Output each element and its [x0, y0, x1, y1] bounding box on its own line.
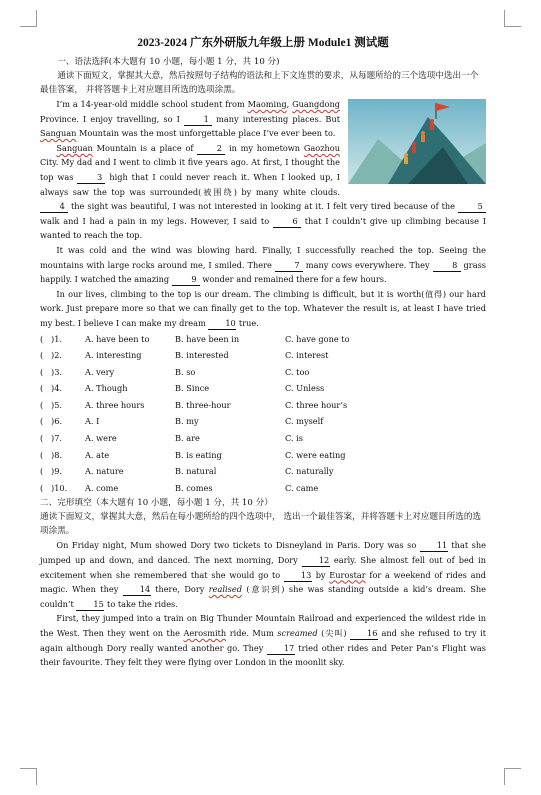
text: Mountain was the most unforgettable place I’ve ever been to. — [76, 128, 336, 139]
option-c: C. myself — [285, 416, 324, 427]
option-b: B. comes — [175, 482, 213, 493]
option-a: A. come — [85, 482, 119, 493]
section1-heading: 一、语法选择(本大题有 10 小题，每小题 1 分，共 10 分) — [57, 57, 280, 67]
option-row — [40, 331, 486, 348]
text: early. She almost fell out of bed in excitement when she remembered that she would go to — [40, 555, 486, 580]
option-b: B. Since — [175, 383, 210, 394]
blank-3: 3 — [77, 172, 105, 184]
question-number[interactable]: ( )2. — [40, 350, 63, 361]
text: many cows everywhere. They — [302, 259, 433, 270]
option-row — [40, 380, 486, 397]
blank-17: 17 — [267, 643, 295, 655]
option-b: B. natural — [175, 466, 217, 477]
document-page — [40, 34, 486, 670]
option-a: A. interesting — [85, 350, 142, 361]
section1-paragraph-4 — [40, 287, 486, 331]
blank-10: 10 — [208, 318, 236, 330]
section2-paragraph-2 — [40, 611, 486, 669]
option-c: C. came — [285, 482, 319, 493]
option-row — [40, 447, 486, 464]
option-a: A. have been to — [85, 333, 150, 344]
question-number[interactable]: ( )5. — [40, 399, 63, 410]
place-name: Sanguan — [56, 142, 93, 153]
text: that she jumped up and down, and danced. The next morning, Dory — [40, 540, 486, 566]
place-name: Gaozhou — [303, 142, 340, 153]
blank-6: 6 — [273, 216, 301, 228]
option-a: A. very — [85, 366, 115, 377]
text: in my hometown — [225, 142, 304, 153]
option-b: B. my — [175, 416, 199, 427]
option-a: A. nature — [85, 466, 124, 477]
blank-13: 13 — [284, 570, 312, 582]
blank-9: 9 — [172, 274, 200, 286]
crop-mark-bottom-right — [504, 768, 521, 785]
text: that I couldn’t give up climbing because I wanted to reach the top. — [40, 215, 487, 241]
option-a: A. I — [85, 416, 100, 427]
section2-heading: 二、完形填空（本大题有 10 小题，每小题 1 分，共 10 分） — [40, 498, 273, 509]
question-number[interactable]: ( )8. — [40, 449, 63, 460]
blank-16: 16 — [350, 628, 378, 640]
option-row — [40, 364, 486, 381]
question-number[interactable]: ( )7. — [40, 433, 63, 444]
text: On Friday night, Mum showed Dory two tickets to Disneyland in Paris. Dory was so — [56, 540, 420, 551]
text: the sight was beautiful, I was not interested in looking at it. I felt very tired because of the — [68, 201, 458, 212]
option-c: C. is — [285, 433, 303, 444]
text: (尖叫) — [317, 628, 351, 638]
option-a: A. were — [85, 433, 117, 444]
crop-mark-top-right — [504, 10, 521, 27]
blank-11: 11 — [420, 540, 448, 552]
blank-14: 14 — [123, 584, 151, 596]
text: I’m a 14-year-old middle school student from — [56, 99, 248, 109]
place-name: Sanguan — [40, 128, 77, 139]
option-b: B. three-hour — [175, 399, 231, 410]
text: Province. I enjoy travelling, so I — [40, 113, 184, 124]
section1-instructions: 通读下面短文，掌握其大意，然后按照句子结构的语法和上下文连贯的要求，从每题所给的三个选项中选出一个最佳答案， 并将答题卡上对应题目所选的选项涂黑。 — [40, 71, 479, 95]
text: many interesting places. But — [212, 113, 341, 124]
text: there, Dory — [150, 584, 209, 595]
place-name: Eurostar — [329, 569, 366, 580]
blank-15: 15 — [76, 599, 104, 611]
option-row — [40, 397, 486, 414]
text: wonder and remained there for a few hours. — [199, 274, 387, 285]
section2-paragraph-1 — [40, 538, 486, 611]
blank-1: 1 — [184, 114, 212, 126]
text: City. My dad and I went to climb it five years ago. At first, I thought the top was — [40, 157, 340, 182]
text: Mountain is a place of — [92, 142, 198, 153]
question-number[interactable]: ( )9. — [40, 466, 63, 477]
vocab-word: screamed — [277, 628, 318, 638]
option-b: B. are — [175, 433, 200, 444]
place-name: Guangdong — [292, 99, 340, 109]
place-name: Maoming — [247, 99, 287, 109]
text: by — [311, 569, 330, 580]
option-a: A. ate — [85, 449, 110, 460]
blank-5: 5 — [458, 201, 486, 213]
text: to take the rides. — [104, 598, 178, 609]
vocab-word: realised — [208, 584, 242, 595]
option-row — [40, 347, 486, 364]
option-c: C. three hour’s — [285, 399, 348, 410]
text: and she refused to try it again although Dory really wanted another go. They — [40, 628, 487, 653]
option-c: C. have gone to — [285, 333, 350, 344]
question-number[interactable]: ( )4. — [40, 383, 63, 394]
option-b: B. have been in — [175, 333, 240, 344]
option-c: C. too — [285, 366, 310, 377]
text: , — [286, 99, 293, 109]
option-b: B. interested — [175, 350, 229, 361]
question-number[interactable]: ( )6. — [40, 416, 63, 427]
text: grass happily. I watched the amazing — [40, 259, 486, 285]
option-b: B. so — [175, 366, 196, 377]
crop-mark-bottom-left — [20, 768, 37, 785]
blank-8: 8 — [433, 260, 461, 272]
option-a: A. three hours — [85, 399, 145, 410]
text: First, they jumped into a train on Big Thunder Mountain Railroad and experienced the wildest ride in the West. Then they went on the — [40, 613, 486, 638]
option-row — [40, 463, 486, 480]
question-number[interactable]: ( )1. — [40, 333, 63, 344]
text: In our lives, climbing to the top is our dream. The climbing is difficult, but it is worth(值得) our hard work. Just prepare more so that we can finally get to the top. Whatever the result is, at least I have tried my best. I believe I can make my dream — [40, 288, 486, 328]
question-number[interactable]: ( )3. — [40, 366, 63, 377]
option-c: C. were eating — [285, 449, 346, 460]
option-a: A. Though — [85, 383, 128, 394]
text: (意识到) she was standing outside a kid’s dream. She couldn’t — [40, 584, 487, 609]
blank-4: 4 — [40, 201, 68, 213]
text: for a weekend of rides and magic. When they — [40, 569, 486, 595]
option-c: C. naturally — [285, 466, 334, 477]
text: tried other rides and Peter Pan’s Flight was their favourite. They felt they were flying over London in the moonlit sky. — [40, 642, 486, 668]
option-b: B. is eating — [175, 449, 222, 460]
option-row — [40, 413, 486, 430]
mountain-climbers-illustration — [348, 99, 486, 184]
blank-12: 12 — [302, 555, 330, 567]
option-c: C. Unless — [285, 383, 325, 394]
option-c: C. interest — [285, 350, 329, 361]
text: true. — [236, 317, 259, 328]
text: ride. Mum — [226, 628, 278, 638]
text: walk and I had a pain in my legs. However, I said to — [40, 215, 273, 226]
section2-instructions: 通读下面短文，掌握其大意，然后在每小题所给的四个选项中， 选出一个最佳答案，并将答题卡上对应题目所选的选项涂黑。 — [40, 512, 482, 537]
crop-mark-top-left — [20, 10, 37, 27]
blank-7: 7 — [275, 260, 303, 272]
text: high that I could never reach it. When I looked up, I always saw the top was surrounded(被围绕) by many white clouds. — [40, 171, 341, 197]
page-title: 2023-2024 广东外研版九年级上册 Module1 测试题 — [137, 37, 389, 49]
question-number[interactable]: ( )10. — [40, 482, 68, 493]
section1-paragraph-3 — [40, 243, 486, 287]
options-list — [40, 331, 486, 497]
place-name: Aerosmith — [183, 628, 227, 638]
option-row — [40, 480, 486, 497]
text: It was cold and the wind was blowing hard. Finally, I successfully reached the top. Seeing the mountains with large rocks around me, I smiled. There — [40, 244, 486, 270]
option-row — [40, 430, 486, 447]
blank-2: 2 — [197, 143, 225, 155]
